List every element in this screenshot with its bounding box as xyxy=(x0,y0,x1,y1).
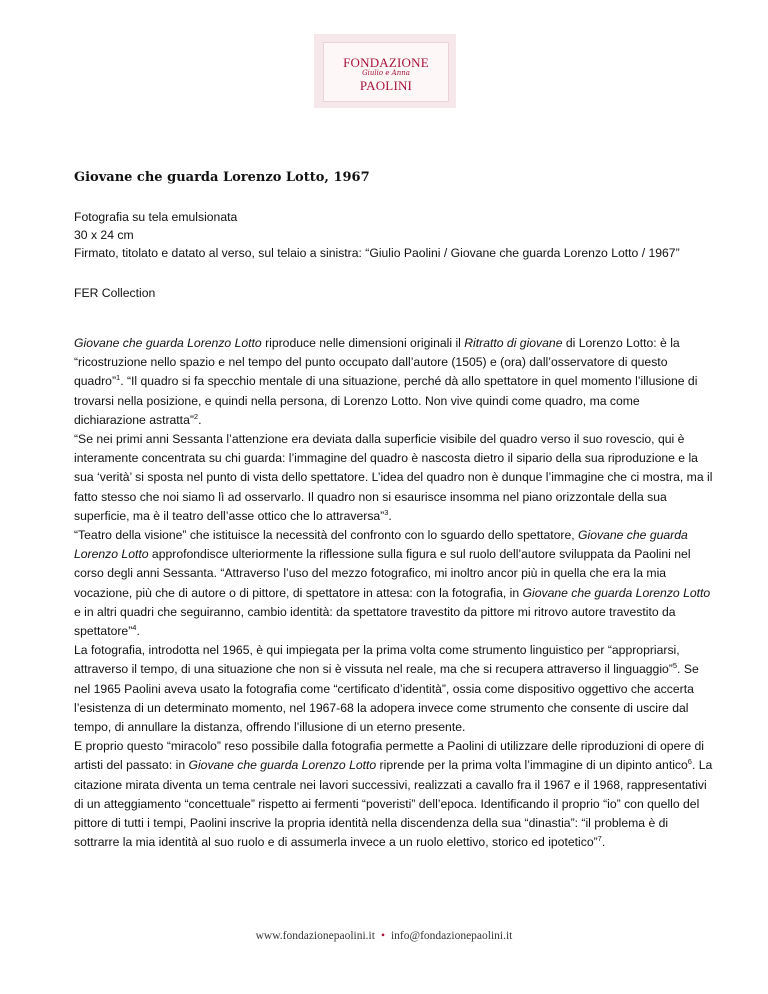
text-span: E proprio questo “miracolo” reso possibile dalla fotografia permette a Paolini di utilizzare delle riproduzioni di opere di artisti del passato: in xyxy=(74,739,705,773)
footnote-ref[interactable]: 2 xyxy=(193,411,199,421)
artwork-collection: FER Collection xyxy=(74,286,156,300)
footer-separator: • xyxy=(380,930,385,942)
text-span: . xyxy=(388,508,392,523)
logo-frame xyxy=(323,42,449,102)
logo-text-script: Giulio e Anna xyxy=(362,69,410,77)
email-link[interactable]: info@fondazionepaolini.it xyxy=(390,930,513,942)
logo-text-paolini: PAOLINI xyxy=(359,78,413,93)
footnote-ref[interactable]: 7 xyxy=(597,834,602,844)
text-span: . “Il quadro si fa specchio mentale di una situazione, perché dà allo spettatore in quel momento l’illusione di trovarsi nella posizione, e quindi nella persona, di Lorenzo Lotto. Non vive quindi come quadro, ma come dichiarazione astratta” xyxy=(74,374,698,427)
artwork-dimensions: 30 x 24 cm xyxy=(74,228,134,242)
website-link[interactable]: www.fondazionepaolini.it xyxy=(255,930,375,942)
text-span: approfondisce ulteriormente la riflessione sulla figura e sul ruolo dell’autore sviluppata da Paolini nel corso degli anni Sessanta. “Attraverso l’uso del mezzo fotografico, mi inoltro ancor più in quella che era la mia vocazione, più che di autore o di pittore, di spettatore in attesa: con la fotografia, in xyxy=(74,547,691,600)
work-title-italic: Giovane che guarda Lorenzo Lotto xyxy=(188,758,377,773)
text-span: . Se nel 1965 Paolini aveva usato la fotografia come “certificato d’identità”, ossia come dispositivo oggettivo che accerta l’esistenza di un determinato momento, nel 1967-68 la adopera invece come strumento che consente di uscire dal tempo, di annullare la distanza, offrendo l’illusione di un eterno presente. xyxy=(74,662,699,735)
text-span: e in altri quadri che seguiranno, cambio identità: da spettatore travestito da pittore mi ritrovo autore travestito da spettatore” xyxy=(74,604,676,639)
artwork-medium: Fotografia su tela emulsionata xyxy=(74,210,238,224)
artwork-inscription: Firmato, titolato e datato al verso, sul telaio a sinistra: “Giulio Paolini / Giovane che guarda Lorenzo Lotto / 1967” xyxy=(74,246,680,260)
text-span: riproduce nelle dimensioni originali il xyxy=(261,336,465,350)
paragraph-4 xyxy=(74,641,714,737)
footnote-ref[interactable]: 3 xyxy=(384,507,389,517)
work-title-italic: Giovane che guarda Lorenzo Lotto xyxy=(74,528,688,562)
footnote-ref[interactable]: 1 xyxy=(116,373,121,383)
text-span: . xyxy=(198,412,202,427)
text-span: . xyxy=(136,624,140,639)
work-title-italic: Ritratto di giovane xyxy=(464,336,563,350)
work-title-italic: Giovane che guarda Lorenzo Lotto xyxy=(74,336,262,350)
footnote-ref[interactable]: 6 xyxy=(687,757,692,767)
paragraph-2 xyxy=(74,430,714,526)
paragraph-1 xyxy=(74,334,714,430)
text-span: “Se nei primi anni Sessanta l’attenzione era deviata dalla superficie visibile del quadro verso il suo rovescio, qui è interamente concentrata su chi guarda: l’immagine del quadro è nascosta dietro il sipario della sua riproduzione e la sua ‘verità’ si sposta nel punto di vista dello spettatore. L’idea del quadro non è dunque l’immagine che ci mostra, ma il fatto stesso che noi siamo lì ad osservarlo. Il quadro non si esaurisce insomma nel piano orizzontale della sua superficie, ma è il teatro dell’asse ottico che lo attraversa” xyxy=(74,432,713,523)
paragraph-5 xyxy=(74,737,714,852)
foundation-logo xyxy=(314,34,456,108)
artwork-title: Giovane che guarda Lorenzo Lotto, 1967 xyxy=(74,170,370,185)
footnote-ref[interactable]: 4 xyxy=(132,623,137,633)
essay-text xyxy=(74,334,714,852)
text-span: “Teatro della visione” che istituisce la necessità del confronto con lo sguardo dello spettatore, xyxy=(74,528,579,543)
logo-text-fondazione: FONDAZIONE xyxy=(343,55,429,70)
text-span: . xyxy=(601,835,606,850)
text-span: riprende per la prima volta l’immagine di un dipinto antico xyxy=(376,758,688,773)
artwork-details xyxy=(74,208,714,262)
work-title-italic: Giovane che guarda Lorenzo Lotto xyxy=(522,585,711,600)
text-span: di Lorenzo Lotto: è la “ricostruzione nello spazio e nel tempo del punto occupato dall’autore (1505) e (ora) dall’osservatore di questo quadro” xyxy=(74,336,680,389)
text-span: . La citazione mirata diventa un tema centrale nei lavori successivi, realizzati a cavallo fra il 1967 e il 1968, rappresentativi di un atteggiamento “concettuale” rispetto ai fermenti “poveristi” dell’epoca. Identificando il proprio “io” con quello del pittore di tutti i tempi, Paolini inscrive la propria identità nella discendenza della sua “dinastia”: “il problema è di sottrarre la mia identità al suo ruolo e di assumerla invece a un ruolo elettivo, storico ed ipotetico” xyxy=(74,758,713,850)
page-footer xyxy=(0,930,768,942)
text-span: La fotografia, introdotta nel 1965, è qui impiegata per la prima volta come strumento linguistico per “appropriarsi, attraverso il tempo, di una situazione che non si è vissuta nel reale, ma che si recupera attraverso il linguaggio” xyxy=(74,643,680,677)
paragraph-3 xyxy=(74,526,714,641)
footnote-ref[interactable]: 5 xyxy=(672,661,678,671)
